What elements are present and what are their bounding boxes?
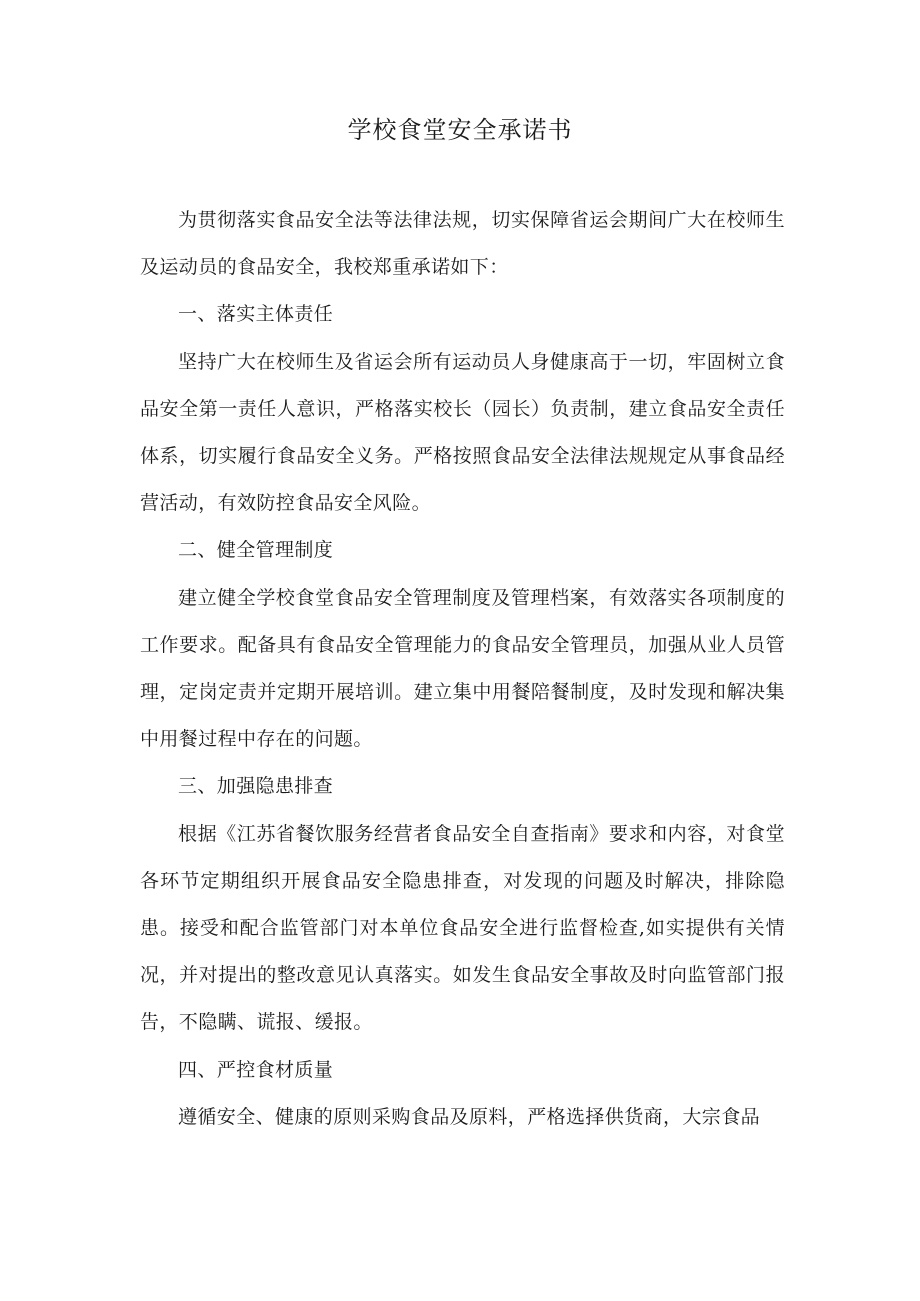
section-heading-2: 二、健全管理制度 [178,539,334,562]
section-heading-1: 一、落实主体责任 [178,303,334,326]
document-title: 学校食堂安全承诺书 [347,116,573,144]
section-paragraph-2: 建立健全学校食堂食品安全管理制度及管理档案，有效落实各项制度的工作要求。配备具有食品安全管理能力的食品安全管理员，加强从业人员管理，定岗定责并定期开展培训。建立集中用餐陪餐制度，及时发现和解决集中用餐过程中存在的问题。 [140,586,785,751]
intro-paragraph: 为贯彻落实食品安全法等法律法规，切实保障省运会期间广大在校师生及运动员的食品安全，我校郑重承诺如下： [140,209,785,279]
section-paragraph-1: 坚持广大在校师生及省运会所有运动员人身健康高于一切，牢固树立食品安全第一责任人意识，严格落实校长（园长）负责制，建立食品安全责任体系，切实履行食品安全义务。严格按照食品安全法律法规规定从事食品经营活动，有效防控食品安全风险。 [140,350,785,515]
section-heading-3: 三、加强隐患排查 [178,775,334,798]
document-body [140,197,785,1141]
section-paragraph-4: 遵循安全、健康的原则采购食品及原料，严格选择供货商，大宗食品 [178,1105,761,1128]
section-heading-4: 四、严控食材质量 [178,1058,334,1081]
section-paragraph-3: 根据《江苏省餐饮服务经营者食品安全自查指南》要求和内容，对食堂各环节定期组织开展食品安全隐患排查，对发现的问题及时解决，排除隐患。接受和配合监管部门对本单位食品安全进行监督检查,如实提供有关情况，并对提出的整改意见认真落实。如发生食品安全事故及时向监管部门报告，不隐瞒、谎报、缓报。 [140,822,785,1034]
